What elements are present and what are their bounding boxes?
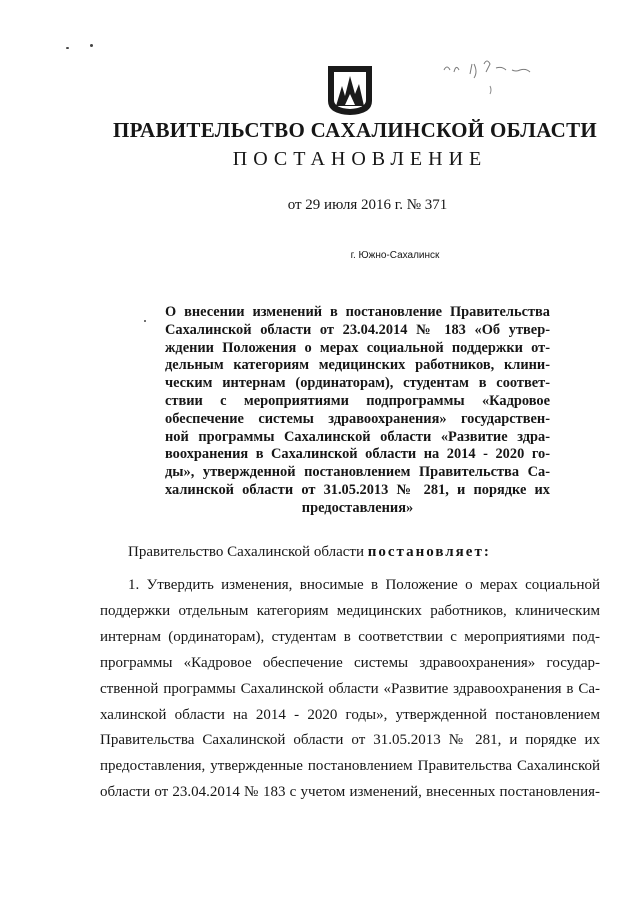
subject-line: О внесении изменений в постановление Правительства (165, 304, 550, 320)
subject-line: ческим интернам (ординаторам), студентам в соответ- (165, 375, 550, 392)
subject-line: ствии с мероприятиями подпрограммы «Кадровое (165, 392, 550, 409)
body-line: ственной программы Сахалинской области «Развитие здравоохранения в Са- (100, 680, 600, 697)
subject-line: обеспечение системы здравоохранения» государствен- (165, 410, 550, 427)
body-line: программы «Кадровое обеспечение системы здравоохранения» государ- (100, 654, 600, 671)
body-line: Правительства Сахалинской области от 31.05.2013 № 281, и порядке их (100, 732, 600, 749)
body-line: 1. Утвердить изменения, вносимые в Положение о мерах социальной (128, 577, 600, 593)
subject-line: предоставления» (301, 499, 414, 516)
preamble-decree-word: постановляет: (367, 544, 491, 560)
subject-line: дельным категориям медицинских работников, клини- (165, 357, 550, 374)
body-line: предоставления, утвержденные постановлением Правительства Сахалинской (100, 758, 600, 775)
scan-speck (144, 320, 146, 322)
body-paragraph (100, 573, 600, 806)
body-line: халинской области на 2014 - 2020 годы», утвержденной постановлением (100, 706, 600, 723)
scan-speck (90, 44, 93, 47)
subject-line: ды», утвержденной постановлением Правительства Са- (165, 464, 550, 481)
coat-of-arms-emblem (325, 64, 375, 116)
document-city: г. Южно-Сахалинск (350, 250, 440, 261)
government-title: ПРАВИТЕЛЬСТВО САХАЛИНСКОЙ ОБЛАСТИ (112, 118, 598, 142)
preamble-text: Правительство Сахалинской области (128, 544, 364, 560)
body-line: области от 23.04.2014 № 183 с учетом изменений, внесенных постановления- (100, 784, 600, 801)
body-line: поддержки отдельным категориям медицинских работников, клиническим (100, 602, 600, 619)
subject-line: Сахалинской области от 23.04.2014 № 183 «Об утвер- (165, 321, 550, 338)
preamble (128, 544, 491, 561)
document-subject (165, 304, 550, 518)
body-line: интернам (ординаторам), студентам в соответствии с мероприятиями под- (100, 628, 600, 645)
subject-line: ждении Положения о мерах социальной поддержки от- (165, 339, 550, 356)
handwritten-mark (440, 52, 540, 102)
document-type: ПОСТАНОВЛЕНИЕ (232, 148, 488, 170)
subject-line: воохранения в Сахалинской области на 2014 - 2020 го- (165, 446, 550, 463)
subject-line: халинской области от 31.05.2013 № 281, и порядке их (165, 481, 550, 498)
subject-line: ной программы Сахалинской области «Развитие здра- (165, 428, 550, 445)
document-date-number: от 29 июля 2016 г. № 371 (287, 197, 448, 213)
scan-speck (66, 47, 69, 49)
